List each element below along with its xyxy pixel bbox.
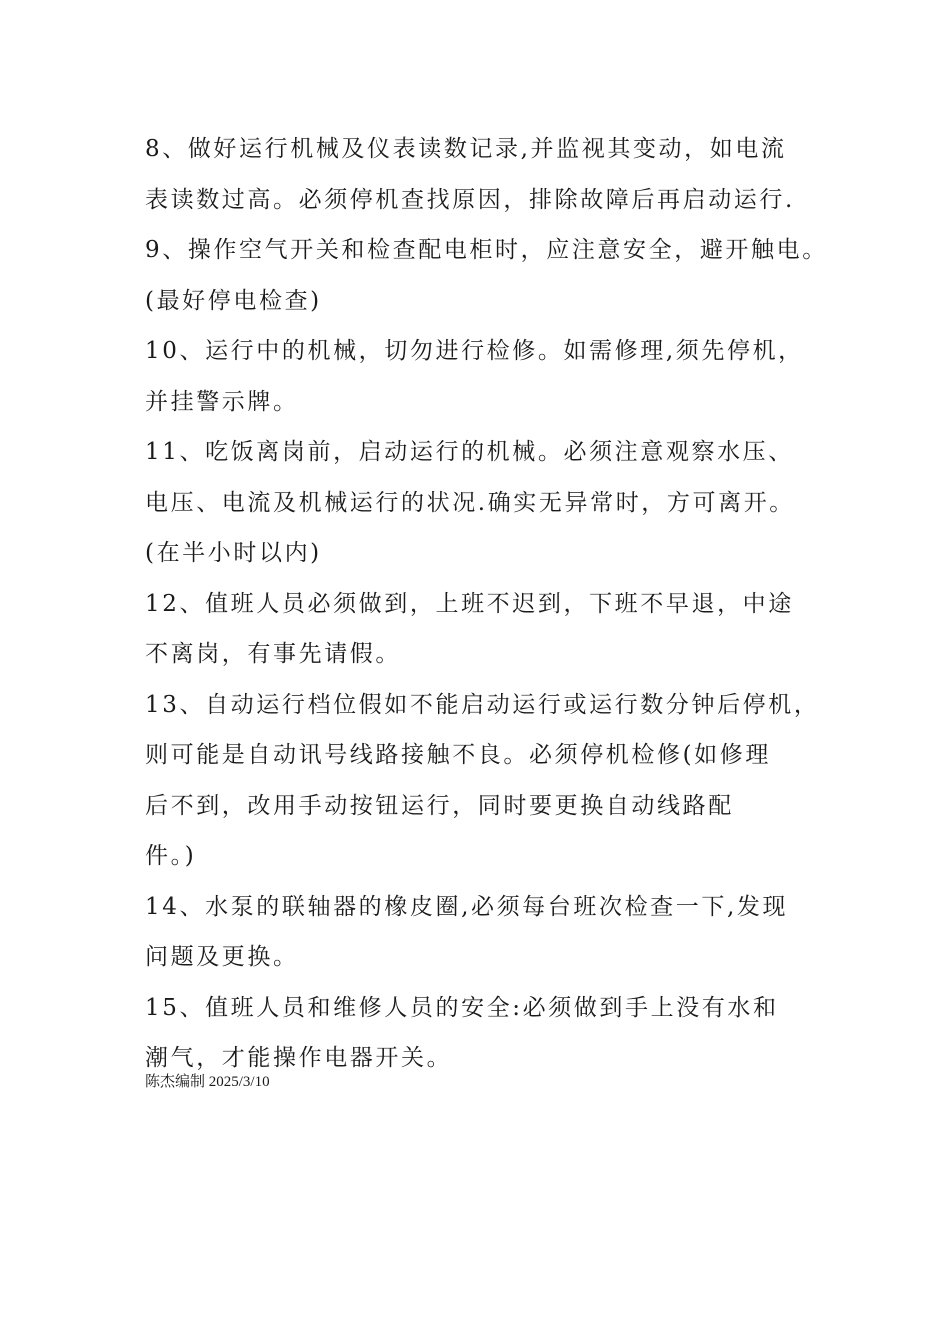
text-line: 8、做好运行机械及仪表读数记录,并监视其变动，如电流 <box>145 136 787 162</box>
text-line: 后不到，改用手动按钮运行，同时要更换自动线路配 <box>145 792 734 819</box>
text-line: 13、自动运行档位假如不能启动运行或运行数分钟后停机， <box>145 691 820 718</box>
text-line: 10、运行中的机械，切勿进行检修。如需修理,须先停机， <box>145 338 804 364</box>
text-line: 问题及更换。 <box>145 944 299 970</box>
text-line: 9、操作空气开关和检查配电柜时，应注意安全，避开触电。 <box>145 237 828 263</box>
text-line: 并挂警示牌。 <box>145 388 299 415</box>
text-line: (在半小时以内) <box>145 540 322 566</box>
text-line: 不离岗，有事先请假。 <box>145 641 401 667</box>
text-line: 12、值班人员必须做到，上班不迟到，下班不早退，中途 <box>145 590 794 617</box>
text-line: 表读数过高。必须停机查找原因，排除故障后再启动运行. <box>145 186 795 213</box>
document-body <box>145 124 828 1084</box>
text-line: 15、值班人员和维修人员的安全:必须做到手上没有水和 <box>145 994 779 1021</box>
text-line: 电压、电流及机械运行的状况.确实无异常时，方可离开。 <box>145 489 795 516</box>
text-line: (最好停电检查) <box>145 287 322 314</box>
text-line: 11、吃饭离岗前，启动运行的机械。必须注意观察水压、 <box>145 439 794 465</box>
author-date-footer: 陈杰编制 2025/3/10 <box>145 1074 270 1090</box>
text-line: 潮气，才能操作电器开关。 <box>145 1045 453 1071</box>
text-line: 14、水泵的联轴器的橡皮圈,必须每台班次检查一下,发现 <box>145 893 789 920</box>
text-line: 则可能是自动讯号线路接触不良。必须停机检修(如修理 <box>145 742 771 768</box>
text-line: 件。) <box>145 843 197 869</box>
